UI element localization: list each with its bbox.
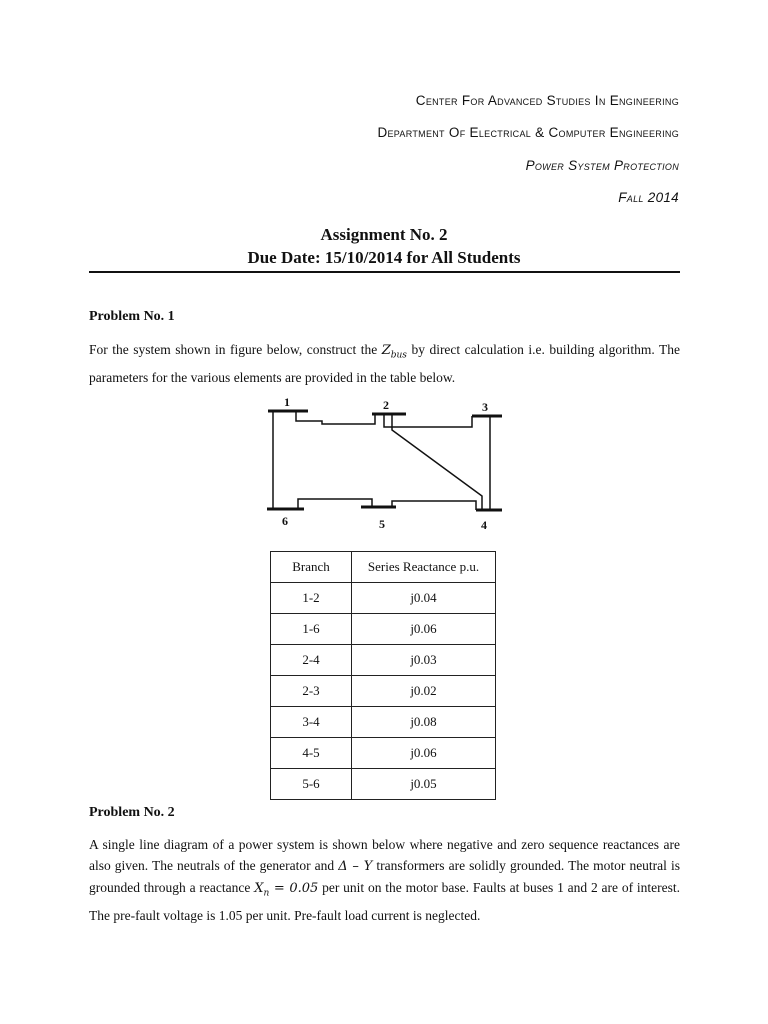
table-row (271, 645, 496, 676)
branch-cell: 3-4 (271, 707, 352, 738)
zbus-letter: Z (381, 343, 391, 358)
branch-cell: 5-6 (271, 769, 352, 800)
problem-2-text-part1: A single line diagram of a power system is shown below where negative and zero sequence reactances are also given. The neutrals of the generator and (89, 837, 680, 873)
bus-label-4: 4 (481, 518, 487, 532)
problem-2-text (89, 834, 680, 926)
line-5-6 (298, 499, 372, 509)
line-4-5 (392, 501, 476, 510)
reactance-cell: j0.03 (352, 645, 496, 676)
bus-label-3: 3 (482, 400, 488, 414)
branch-cell: 4-5 (271, 738, 352, 769)
branch-reactance-table (270, 551, 496, 800)
assignment-title: Assignment No. 2 (320, 225, 448, 244)
reactance-subscript: n (263, 888, 270, 899)
reactance-value: = 0.05 (269, 881, 319, 896)
line-1-2 (296, 411, 375, 424)
zbus-symbol (381, 343, 407, 361)
branch-cell: 2-3 (271, 676, 352, 707)
table-row (271, 738, 496, 769)
problem-1-text-part1: For the system shown in figure below, construct the (89, 342, 382, 357)
branch-cell: 1-6 (271, 614, 352, 645)
column-header-reactance: Series Reactance p.u. (352, 552, 496, 583)
department-name: Department Of Electrical & Computer Engineering (377, 125, 679, 140)
line-2-4 (392, 414, 482, 510)
problem-2-text-part3: per unit on the motor base. Faults at buses 1 and 2 are of interest. The pre-fault voltage is 1.05 per unit. Pre-fault load current is neglected. (89, 880, 680, 923)
title-rule (89, 271, 680, 273)
institution-name: Center For Advanced Studies In Engineering (415, 93, 679, 108)
problem-2-text-part2: transformers are solidly grounded. The motor neutral is grounded through a reactance (89, 858, 680, 895)
reactance-cell: j0.04 (352, 583, 496, 614)
reactance-symbol (254, 881, 319, 899)
reactance-letter: X (254, 881, 264, 896)
problem-1-text (89, 339, 680, 388)
table-header-row (271, 552, 496, 583)
table-row (271, 614, 496, 645)
bus-label-2: 2 (383, 398, 389, 412)
bus-label-1: 1 (284, 395, 290, 409)
problem-2-heading: Problem No. 2 (89, 805, 175, 820)
reactance-cell: j0.02 (352, 676, 496, 707)
reactance-cell: j0.06 (352, 738, 496, 769)
table-row (271, 707, 496, 738)
reactance-cell: j0.06 (352, 614, 496, 645)
term: Fall 2014 (618, 190, 679, 205)
problem-1-text-part2: by direct calculation i.e. building algorithm. The parameters for the various elements are provided in the table below. (89, 342, 680, 385)
line-2-3 (384, 414, 472, 427)
reactance-cell: j0.08 (352, 707, 496, 738)
column-header-branch: Branch (271, 552, 352, 583)
delta-wye-symbol: Δ – Y (338, 859, 373, 874)
problem-1-heading: Problem No. 1 (89, 309, 175, 324)
table-row (271, 676, 496, 707)
course-name: Power System Protection (525, 158, 679, 173)
due-date: Due Date: 15/10/2014 for All Students (247, 248, 521, 267)
bus-label-5: 5 (379, 517, 385, 531)
branch-cell: 1-2 (271, 583, 352, 614)
bus-network-diagram (262, 394, 512, 534)
table-row (271, 769, 496, 800)
zbus-subscript: bus (390, 350, 407, 361)
branch-cell: 2-4 (271, 645, 352, 676)
line-1-6 (273, 411, 288, 509)
table-row (271, 583, 496, 614)
bus-label-6: 6 (282, 514, 288, 528)
reactance-cell: j0.05 (352, 769, 496, 800)
